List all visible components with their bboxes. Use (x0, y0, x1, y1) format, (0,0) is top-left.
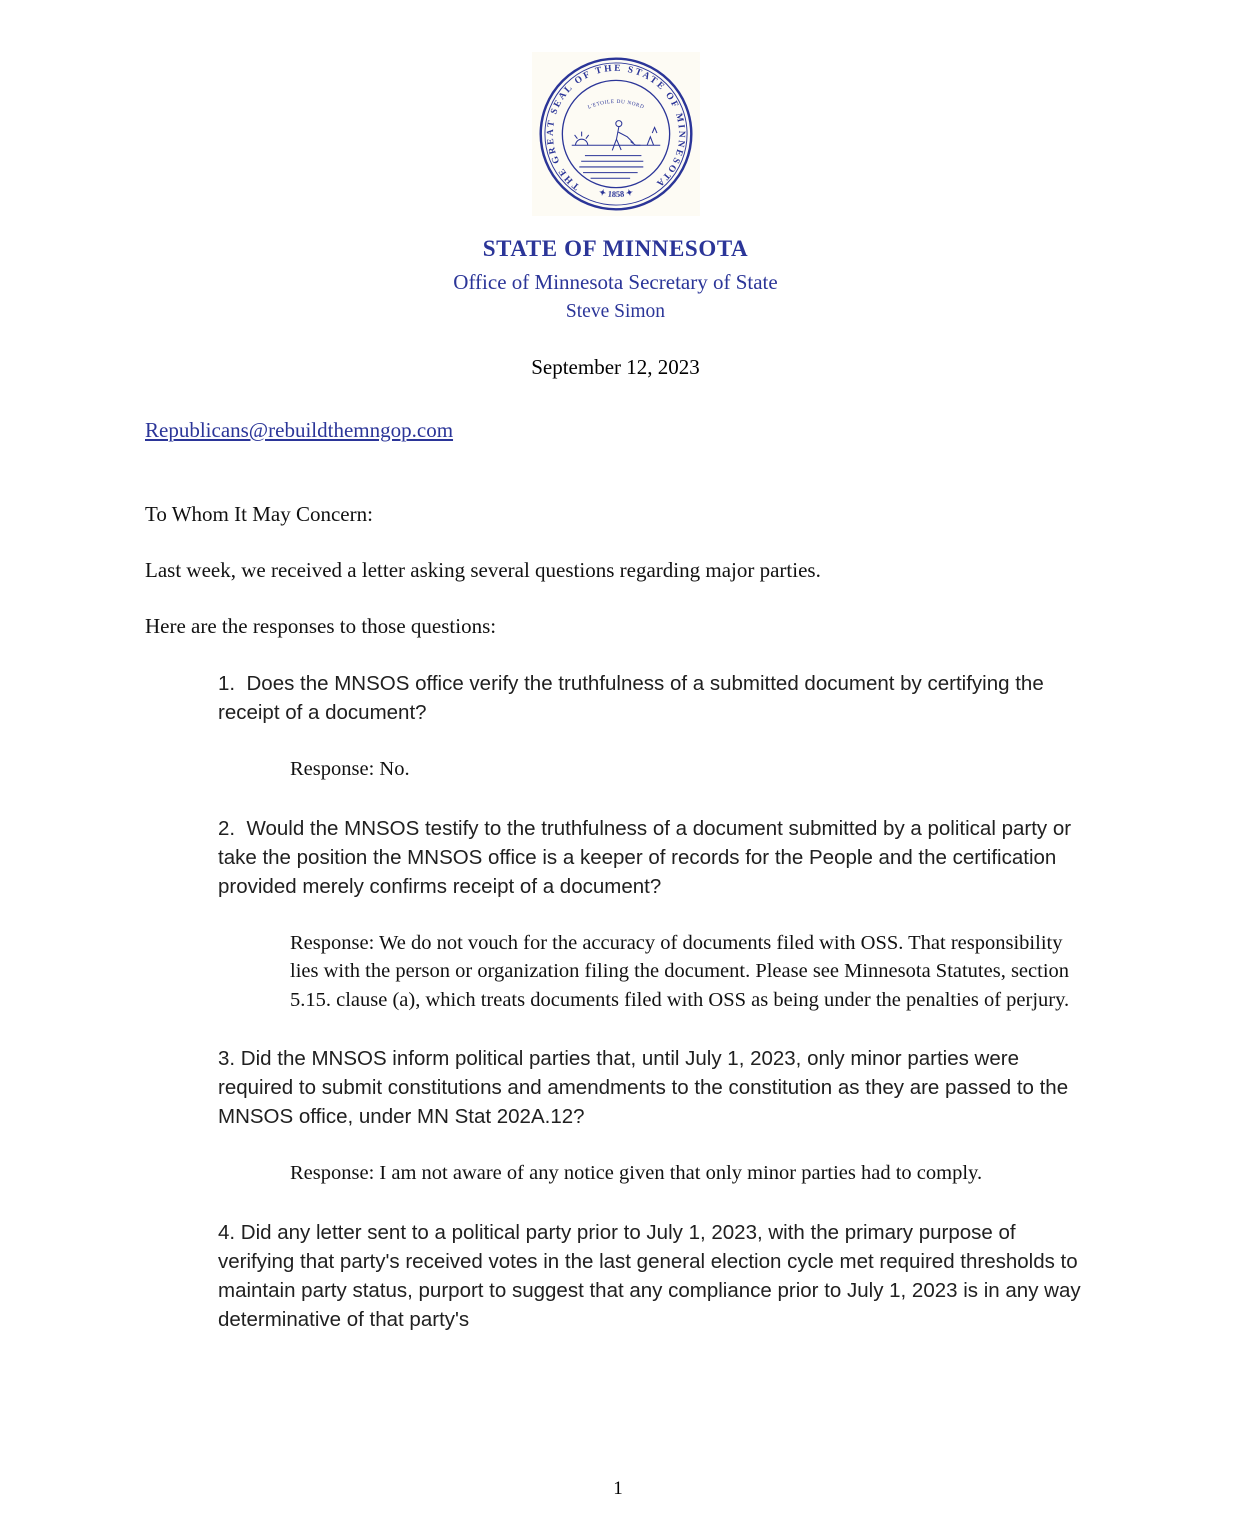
intro-paragraph-2: Here are the responses to those questions: (145, 614, 497, 638)
office-name: Office of Minnesota Secretary of State (453, 270, 778, 294)
seal-scene-art (571, 121, 659, 179)
recipient-email-link[interactable]: Republicans@rebuildthemngop.com (145, 418, 454, 442)
seal-year-text: ✦ 1858 ✦ (597, 186, 634, 200)
state-seal-icon (534, 54, 698, 214)
question-3: 3. Did the MNSOS inform political parties that, until July 1, 2023, only minor parties were required to submit constitutions and amendments to the constitution as they are passed to the MNSOS office, under MN Stat 202A.12? (218, 1047, 1074, 1128)
salutation: To Whom It May Concern: (145, 502, 373, 526)
minnesota-state-seal (532, 52, 700, 216)
svg-text:L'ETOILE DU NORD (586, 99, 644, 111)
qa-item-1 (145, 669, 1086, 784)
response-2: Response: We do not vouch for the accuracy of documents filed with OSS. That responsibility lies with the person or organization filing the document. Please see Minnesota Statutes, section 5.15. clause (a), which treats documents filed with OSS as being under the penalties of perjury. (290, 931, 1075, 1011)
question-1: 1. Does the MNSOS office verify the truthfulness of a submitted document by certifying the receipt of a document? (218, 672, 1050, 724)
question-2: 2. Would the MNSOS testify to the truthfulness of a document submitted by a political party or take the position the MNSOS office is a keeper of records for the People and the certification provided merely confirms receipt of a document? (218, 816, 1077, 898)
intro-paragraph-1: Last week, we received a letter asking several questions regarding major parties. (145, 558, 821, 582)
qa-item-2 (145, 814, 1086, 1015)
question-4: 4. Did any letter sent to a political party prior to July 1, 2023, with the primary purpose of verifying that party's received votes in the last general election cycle met required thresholds to maintain party status, purport to suggest that any compliance prior to July 1, 2023 is in any way determinative of that party's (218, 1220, 1087, 1331)
response-1: Response: No. (290, 758, 410, 780)
org-name: STATE OF MINNESOTA (482, 236, 749, 261)
svg-text:✦ 1858 ✦ (598, 187, 634, 199)
seal-motto-text: L'ETOILE DU NORD (586, 98, 645, 111)
qa-item-3 (145, 1044, 1086, 1188)
response-3: Response: I am not aware of any notice given that only minor parties had to comply. (290, 1162, 983, 1184)
letter-date: September 12, 2023 (531, 355, 700, 379)
recipient-line (145, 418, 1086, 443)
seal-outer-text: THE GREAT SEAL OF THE STATE OF MINNESOTA (545, 63, 686, 192)
officer-name: Steve Simon (565, 301, 666, 322)
qa-item-4 (145, 1218, 1086, 1334)
page-number: 1 (613, 1478, 623, 1499)
letterhead (145, 52, 1086, 323)
